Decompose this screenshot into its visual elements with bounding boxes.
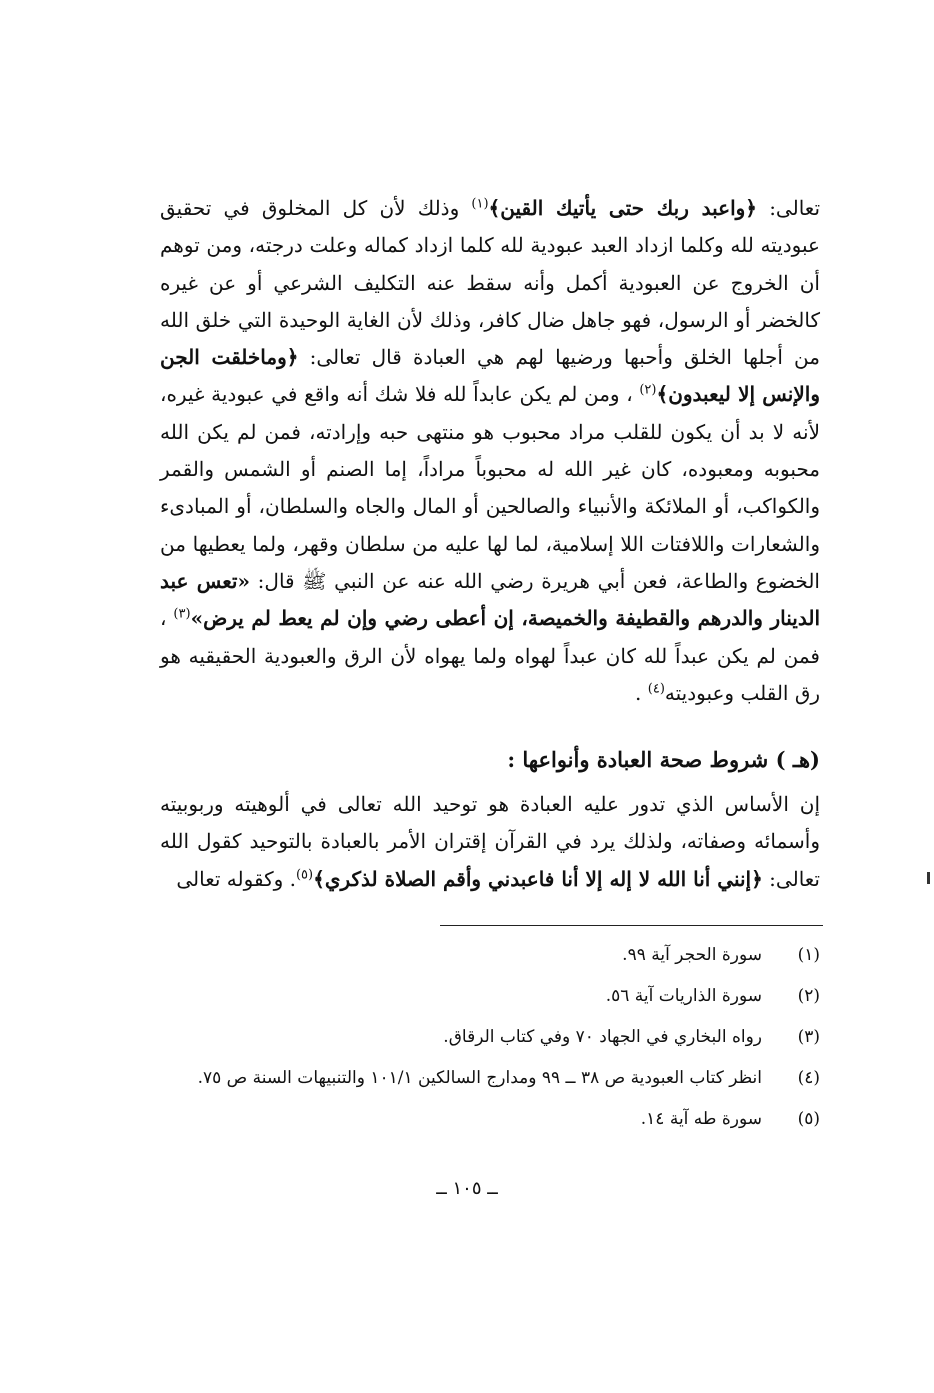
footnote-number: (٣) (797, 1027, 820, 1047)
footnotes (160, 938, 820, 1143)
footnote-text: سورة الحجر آية ٩٩. (622, 945, 762, 965)
footnote-item (160, 1061, 820, 1095)
footnote-text: سورة طه آية ١٤. (640, 1109, 762, 1129)
footnote-number: (٢) (797, 986, 820, 1006)
paragraph-1 (160, 190, 820, 712)
scan-edge-mark (927, 872, 930, 884)
footnote-ref[interactable]: (٢) (639, 382, 657, 398)
footnote-text: سورة الذاريات آية ٥٦. (605, 986, 762, 1006)
section-heading: (هـ ) شروط صحة العبادة وأنواعها : (507, 747, 820, 773)
footnote-number: (٥) (797, 1109, 820, 1129)
footnote-text: انظر كتاب العبودية ص ٣٨ ــ ٩٩ ومدارج السالكين ١٠١/١ والتنبيهات السنة ص ٧٥. (197, 1068, 762, 1088)
quran-quote: ﴿واعبد ربك حتى يأتيك القين﴾ (488, 196, 758, 220)
quran-quote: ﴿وماخلقت الجن والإنس إلا ليعبدون﴾ (160, 345, 820, 407)
footnote-ref[interactable]: (٤) (647, 681, 665, 697)
text-run: إن الأساس الذي تدور عليه العبادة هو توحيد الله تعالى في ألوهيته وربوبيته وأسمائه وصفاته، ولذلك يرد في القرآن إقتران الأمر بالعبادة بالتوحيد كقول الله تعالى: (160, 792, 820, 891)
footnote-item (160, 979, 820, 1013)
text-run: ، فمن لم يكن عبداً لله كان عبداً لهواه ولما يهواه لأن الرق والعبودية الحقيقيه هو رق القلب وعبوديته (160, 606, 820, 705)
hadith-quote: «تعس عبد الدينار والدرهم والقطيفة والخميصة، إن أعطى رضي وإن لم يعط لم يرض» (160, 568, 820, 631)
footnote-ref[interactable]: (١) (471, 196, 489, 212)
footnote-item (160, 938, 820, 972)
footnote-ref[interactable]: (٥) (295, 867, 314, 883)
footnote-text: رواه البخاري في الجهاد ٧٠ وفي كتاب الرقاق. (443, 1027, 762, 1047)
footnote-item (160, 1102, 820, 1136)
footnote-separator (440, 925, 823, 926)
text-run: . وكقوله تعالى (176, 866, 296, 891)
text-run: . (635, 680, 648, 705)
footnote-item (160, 1020, 820, 1054)
footnote-number: (٤) (797, 1068, 820, 1088)
text-run: وذلك لأن كل المخلوق في تحقيق عبوديته لله وكلما ازداد العبد عبودية لله كلما ازداد كماله وعلت درجته، ومن توهم أن الخروج عن العبودية أكمل وأنه سقط عنه التكليف الشرعي أو عن غيره كالخضر أو الرسول، فهو جاهل ضال كافر، وذلك لأن الغاية الوحيدة التي خلق الله من أجلها الخلق وأحبها ورضيها لهم هي العبادة قال تعالى: (160, 196, 820, 370)
text-run: تعالى: (757, 196, 821, 220)
footnote-number: (١) (797, 945, 820, 965)
main-text (160, 190, 820, 898)
page-number: ــ ١٠٥ ــ (436, 1178, 498, 1199)
footnote-ref[interactable]: (٣) (173, 606, 191, 622)
quran-quote: ﴿إنني أنا الله لا إله إلا أنا فاعبدني وأقم الصلاة لذكري﴾ (313, 866, 763, 891)
text-run: ، ومن لم يكن عابداً لله فلا شك أنه واقع في عبودية غيره، لأنه لا بد أن يكون للقلب مراد محبوب هو منتهى حبه وإرادته، فمن لم يكن الله محبوبه ومعبوده، كان غير الله له محبوباً مراداً، إما الصنم أو الشمس والقمر والكواكب، أو الملائكة والأنبياء والصالحين أو المال والجاه والسلطان، أو المبادىء والشعارات واللافتات اللا إسلامية، لما لها عليه من سلطان وقهر، ولما يعطيها من الخضوع والطاعة، فعن أبي هريرة رضي الله عنه عن النبي ﷺ قال: (160, 382, 820, 593)
paragraph-2 (160, 786, 820, 898)
